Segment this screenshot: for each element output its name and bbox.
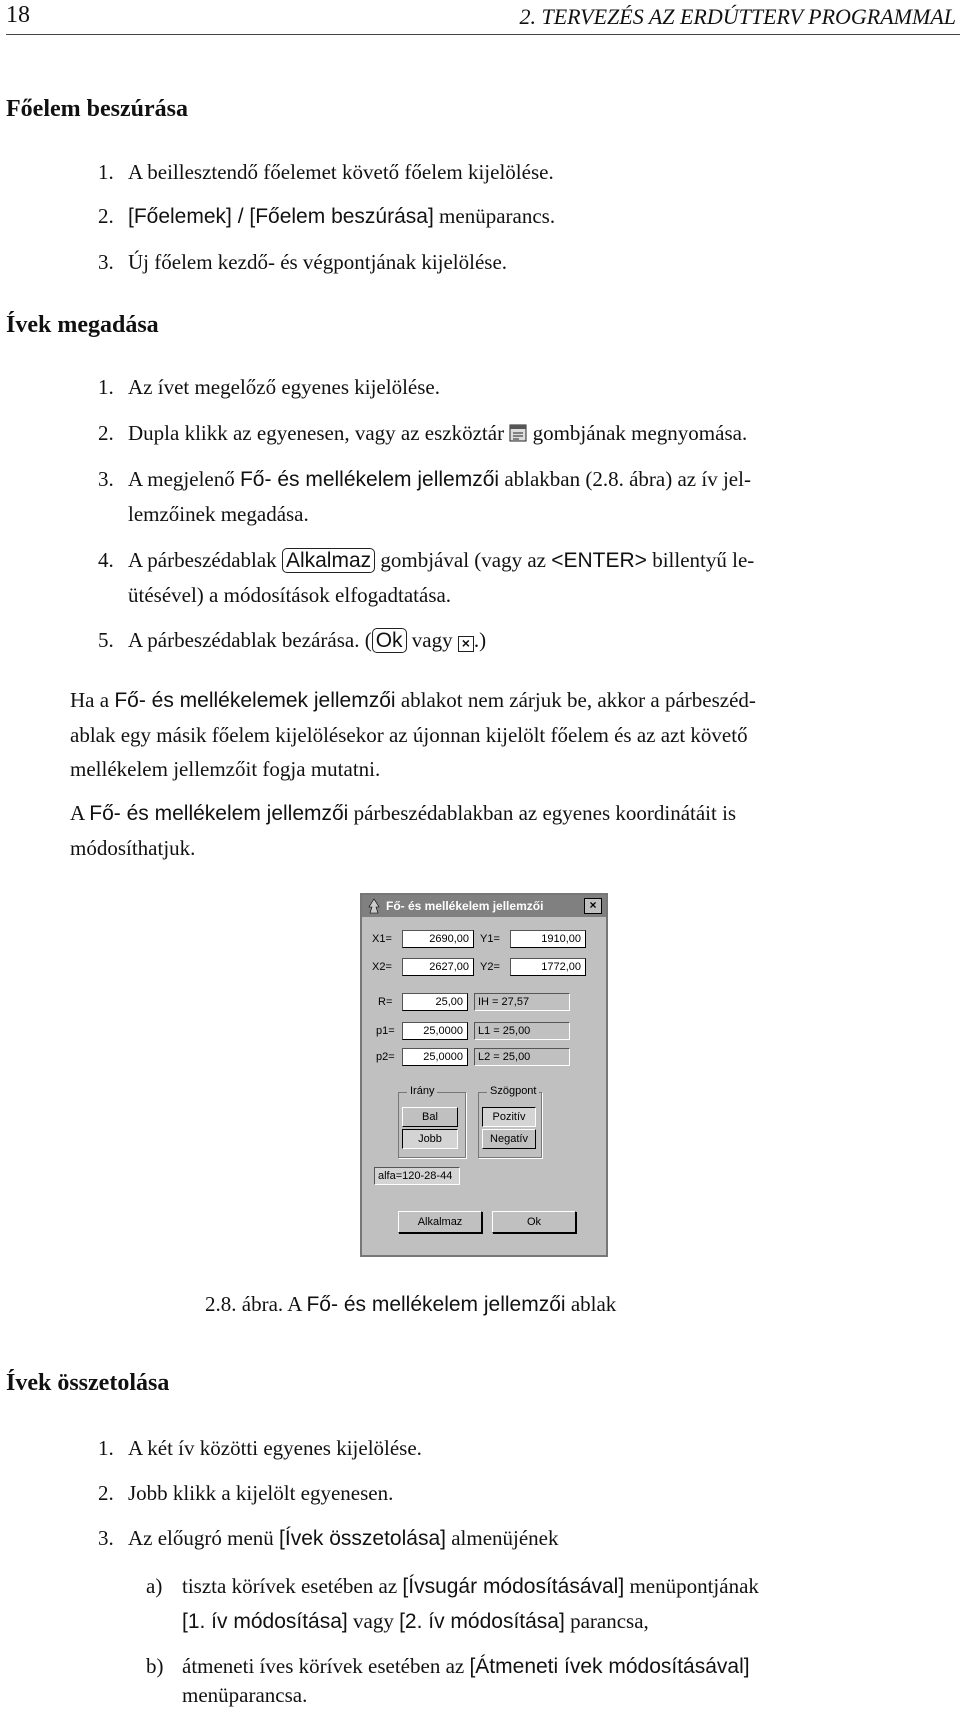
close-x-icon: × bbox=[458, 636, 474, 652]
radius-field[interactable]: 25,00 bbox=[402, 993, 468, 1011]
list-item bbox=[98, 467, 751, 492]
ok-button[interactable]: Ok bbox=[492, 1211, 576, 1233]
menu-reference: [Főelemek] / [Főelem beszúrása] bbox=[128, 205, 434, 228]
window-name: Fő- és mellékelem jellemzői bbox=[89, 802, 349, 825]
item-text: A beillesztendő főelemet követő főelem kijelölése. bbox=[128, 160, 554, 184]
item-text: parancsa, bbox=[564, 1609, 649, 1633]
list-item bbox=[98, 1526, 559, 1551]
p1-label: p1= bbox=[376, 1025, 395, 1037]
list-item bbox=[98, 250, 507, 275]
item-number: 1. bbox=[98, 160, 114, 184]
p2-field[interactable]: 25,0000 bbox=[402, 1048, 468, 1066]
x1-label: X1= bbox=[372, 933, 392, 945]
item-number: 3. bbox=[98, 1526, 114, 1550]
paragraph-line bbox=[70, 688, 756, 713]
positive-button[interactable]: Pozitív bbox=[482, 1107, 536, 1127]
item-number: 2. bbox=[98, 204, 114, 228]
item-text: Az előugró menü bbox=[128, 1526, 280, 1550]
p2-label: p2= bbox=[376, 1051, 395, 1063]
dialog-titlebar bbox=[362, 895, 606, 917]
ih-readout: IH = 27,57 bbox=[474, 993, 570, 1011]
paragraph-line: ablak egy másik főelem kijelölésekor az újonnan kijelölt főelem és az azt követő bbox=[70, 723, 748, 747]
item-text: A párbeszédablak bbox=[128, 548, 282, 572]
window-name: Fő- és mellékelemek jellemzői bbox=[114, 689, 396, 712]
window-name: Fő- és mellékelem jellemzői bbox=[306, 1293, 566, 1316]
page-number: 18 bbox=[6, 2, 30, 28]
item-text: menüparancs. bbox=[433, 204, 556, 228]
item-text-continued: lemzőinek megadása. bbox=[128, 502, 309, 526]
menu-reference: [Ívsugár módosításával] bbox=[402, 1575, 625, 1598]
ok-key-label: Ok bbox=[372, 628, 407, 653]
sub-item-continued: menüparancsa. bbox=[182, 1683, 308, 1707]
angle-point-group-title: Szögpont bbox=[487, 1085, 539, 1097]
item-text: Dupla klikk az egyenesen, vagy az eszköztár bbox=[128, 421, 510, 445]
text: ablak bbox=[565, 1292, 617, 1316]
toolbar-dialog-icon bbox=[509, 424, 527, 442]
item-text: Új főelem kezdő- és végpontjának kijelölése. bbox=[128, 250, 508, 274]
apply-button[interactable]: Alkalmaz bbox=[398, 1211, 482, 1233]
text: Ha a bbox=[70, 688, 115, 712]
x1-field[interactable]: 2690,00 bbox=[402, 930, 474, 948]
item-text: Az ívet megelőző egyenes kijelölése. bbox=[128, 375, 440, 399]
close-button[interactable]: × bbox=[584, 898, 602, 914]
item-text: gombjával (vagy az bbox=[375, 548, 552, 572]
text: A bbox=[70, 801, 90, 825]
item-text: A párbeszédablak bezárása. ( bbox=[128, 628, 372, 652]
paragraph-line: módosíthatjuk. bbox=[70, 836, 196, 860]
apply-key-label: Alkalmaz bbox=[282, 548, 375, 573]
direction-group-title: Irány bbox=[407, 1085, 437, 1097]
properties-dialog bbox=[360, 893, 608, 1257]
section-heading-arcs: Ívek megadása bbox=[6, 312, 159, 338]
menu-reference: [1. ív módosítása] bbox=[182, 1610, 348, 1633]
menu-reference: [2. ív módosítása] bbox=[399, 1610, 565, 1633]
item-number: 4. bbox=[98, 548, 114, 572]
sub-list-item bbox=[146, 1654, 750, 1679]
enter-key-label: <ENTER> bbox=[551, 549, 647, 572]
running-title: 2. TERVEZÉS AZ ERDÚTTERV PROGRAMMAL bbox=[519, 4, 956, 29]
paragraph-line: mellékelem jellemzőit fogja mutatni. bbox=[70, 757, 381, 781]
list-item bbox=[98, 375, 440, 400]
list-item bbox=[98, 1481, 393, 1506]
item-text: A két ív közötti egyenes kijelölése. bbox=[128, 1436, 422, 1460]
item-text: billentyű le- bbox=[646, 548, 755, 572]
item-text: vagy bbox=[347, 1609, 400, 1633]
x2-label: X2= bbox=[372, 961, 392, 973]
sub-item-label: b) bbox=[146, 1654, 164, 1678]
item-text: tiszta körívek esetében az bbox=[182, 1574, 403, 1598]
item-number: 1. bbox=[98, 375, 114, 399]
negative-button[interactable]: Negatív bbox=[482, 1129, 536, 1149]
l2-readout: L2 = 25,00 bbox=[474, 1048, 570, 1066]
item-number: 3. bbox=[98, 250, 114, 274]
item-text: A megjelenő bbox=[128, 467, 240, 491]
text: párbeszédablakban az egyenes koordinátáit is bbox=[348, 801, 737, 825]
y2-label: Y2= bbox=[480, 961, 500, 973]
item-text: vagy bbox=[406, 628, 458, 652]
item-text: almenüjének bbox=[445, 1526, 559, 1550]
radius-label: R= bbox=[378, 996, 393, 1008]
menu-reference: [Átmeneti ívek módosításával] bbox=[469, 1655, 750, 1678]
text: 2.8. ábra. A bbox=[205, 1292, 307, 1316]
item-number: 5. bbox=[98, 628, 114, 652]
item-text-continued: ütésével) a módosítások elfogadtatása. bbox=[128, 583, 452, 607]
y1-label: Y1= bbox=[480, 933, 500, 945]
item-text: Jobb klikk a kijelölt egyenesen. bbox=[128, 1481, 394, 1505]
y2-field[interactable]: 1772,00 bbox=[510, 958, 586, 976]
window-name: Fő- és mellékelem jellemzői bbox=[239, 468, 500, 491]
item-number: 3. bbox=[98, 467, 114, 491]
list-item bbox=[98, 548, 754, 573]
page-header bbox=[6, 0, 960, 35]
section-heading-merge: Ívek összetolása bbox=[6, 1370, 170, 1396]
item-text: átmeneti íves körívek esetében az bbox=[182, 1654, 470, 1678]
p1-field[interactable]: 25,0000 bbox=[402, 1022, 468, 1040]
alfa-readout: alfa=120-28-44 bbox=[374, 1167, 460, 1185]
item-text: ablakban (2.8. ábra) az ív jel- bbox=[499, 467, 751, 491]
x2-field[interactable]: 2627,00 bbox=[402, 958, 474, 976]
item-number: 1. bbox=[98, 1436, 114, 1460]
list-item bbox=[98, 160, 554, 185]
y1-field[interactable]: 1910,00 bbox=[510, 930, 586, 948]
item-text: menüpontjának bbox=[624, 1574, 759, 1598]
item-text: .) bbox=[473, 628, 487, 652]
sub-item-label: a) bbox=[146, 1574, 163, 1598]
list-item bbox=[98, 421, 747, 446]
app-icon bbox=[366, 898, 382, 914]
figure-caption bbox=[205, 1292, 616, 1317]
item-text: gombjának megnyomása. bbox=[527, 421, 748, 445]
l1-readout: L1 = 25,00 bbox=[474, 1022, 570, 1040]
paragraph-line bbox=[70, 801, 736, 826]
menu-reference: [Ívek összetolása] bbox=[279, 1527, 446, 1550]
sub-item-continued bbox=[182, 1609, 649, 1634]
list-item bbox=[98, 204, 555, 229]
item-number: 2. bbox=[98, 421, 114, 445]
list-item bbox=[98, 628, 486, 653]
section-heading-insert: Főelem beszúrása bbox=[6, 96, 188, 122]
left-direction-button[interactable]: Bal bbox=[402, 1107, 458, 1127]
right-direction-button[interactable]: Jobb bbox=[402, 1129, 458, 1149]
text: ablakot nem zárjuk be, akkor a párbeszéd- bbox=[395, 688, 756, 712]
dialog-title: Fő- és mellékelem jellemzői bbox=[386, 899, 544, 913]
item-number: 2. bbox=[98, 1481, 114, 1505]
list-item bbox=[98, 1436, 422, 1461]
sub-list-item bbox=[146, 1574, 759, 1599]
